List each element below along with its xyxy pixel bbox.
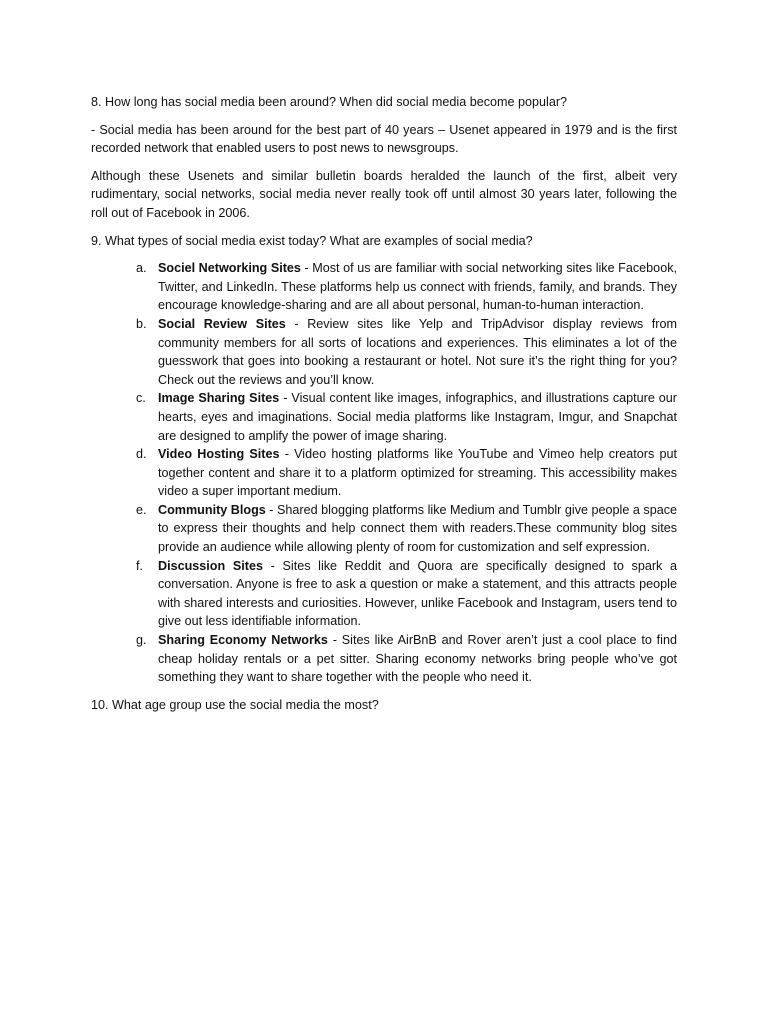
list-item-community-blogs: [91, 501, 677, 557]
question-8: 8. How long has social media been around? When did social media become popular?: [91, 95, 568, 109]
list-item-social-networking: [91, 259, 677, 315]
list-item-term: Sharing Economy Networks: [158, 633, 328, 648]
list-item-text: - Sites like AirBnB and Rover aren’t just a cool place to find cheap holiday rentals or a pet sitter. Sharing economy networks bring people who’ve got something they want to share together with the people who need it.: [158, 633, 677, 685]
list-marker: f.: [136, 558, 143, 573]
list-item-term: Video Hosting Sites: [158, 447, 280, 462]
list-marker: b.: [136, 316, 147, 331]
answer-8-paragraph-2: Although these Usenets and similar bulletin boards heralded the launch of the first, albeit very rudimentary, social networks, social media never really took off until almost 30 years later, following the roll out of Facebook in 2006.: [91, 168, 677, 220]
list-item-text: - Review sites like Yelp and TripAdvisor display reviews from community members for all sorts of locations and experiences. This eliminates a lot of the guesswork that goes into booking a restaurant or hotel. Not sure it’s the right thing for you? Check out the reviews and you’ll know.: [158, 316, 677, 387]
list-marker: c.: [136, 391, 146, 406]
list-item-text: - Most of us are familiar with social networking sites like Facebook, Twitter, and LinkedIn. These platforms help us connect with friends, family, and brands. They encourage knowledge-sharing and are all about personal, human-to-human interaction.: [158, 261, 677, 313]
list-item-social-review: [91, 315, 677, 389]
list-marker: e.: [136, 502, 147, 517]
question-10: 10. What age group use the social media the most?: [91, 697, 379, 712]
list-item-video-hosting: [91, 445, 677, 501]
list-item-image-sharing: [91, 389, 677, 445]
list-item-term: Social Review Sites: [158, 316, 286, 331]
question-9: 9. What types of social media exist today? What are examples of social media?: [91, 233, 533, 248]
answer-8-paragraph-1: - Social media has been around for the best part of 40 years – Usenet appeared in 1979 and is the first recorded network that enabled users to post news to newsgroups.: [91, 122, 677, 156]
list-item-text: - Shared blogging platforms like Medium and Tumblr give people a space to express their thoughts and help connect them with readers.These community blog sites provide an audience while allowing plenty of room for customization and self expression.: [158, 502, 678, 555]
list-marker: a.: [136, 261, 147, 276]
list-item-text: - Video hosting platforms like YouTube and Vimeo help creators put together content and share it to a platform optimized for streaming. This accessibility makes video a super important medium.: [158, 447, 677, 499]
list-item-term: Sociel Networking Sites: [158, 261, 301, 276]
list-item-term: Discussion Sites: [158, 558, 263, 573]
list-item-term: Image Sharing Sites: [158, 391, 280, 406]
document-page: [91, 93, 677, 723]
social-media-types-list: [91, 259, 677, 687]
list-item-text: - Visual content like images, infographics, and illustrations capture our hearts, eyes and imaginations. Social media platforms like Instagram, Imgur, and Snapchat are designed to amplify the power of image sharing.: [158, 391, 677, 443]
list-item-discussion-sites: [91, 557, 677, 631]
list-item-text: - Sites like Reddit and Quora are specifically designed to spark a conversation. Anyone is free to ask a question or make a statement, and this attracts people with shared interests and curiosities. However, unlike Facebook and Instagram, users tend to give out less identifiable information.: [158, 558, 677, 629]
list-marker: d.: [136, 447, 147, 462]
list-item-sharing-economy: [91, 631, 677, 687]
list-marker: g.: [136, 633, 147, 648]
list-item-term: Community Blogs: [158, 502, 266, 517]
